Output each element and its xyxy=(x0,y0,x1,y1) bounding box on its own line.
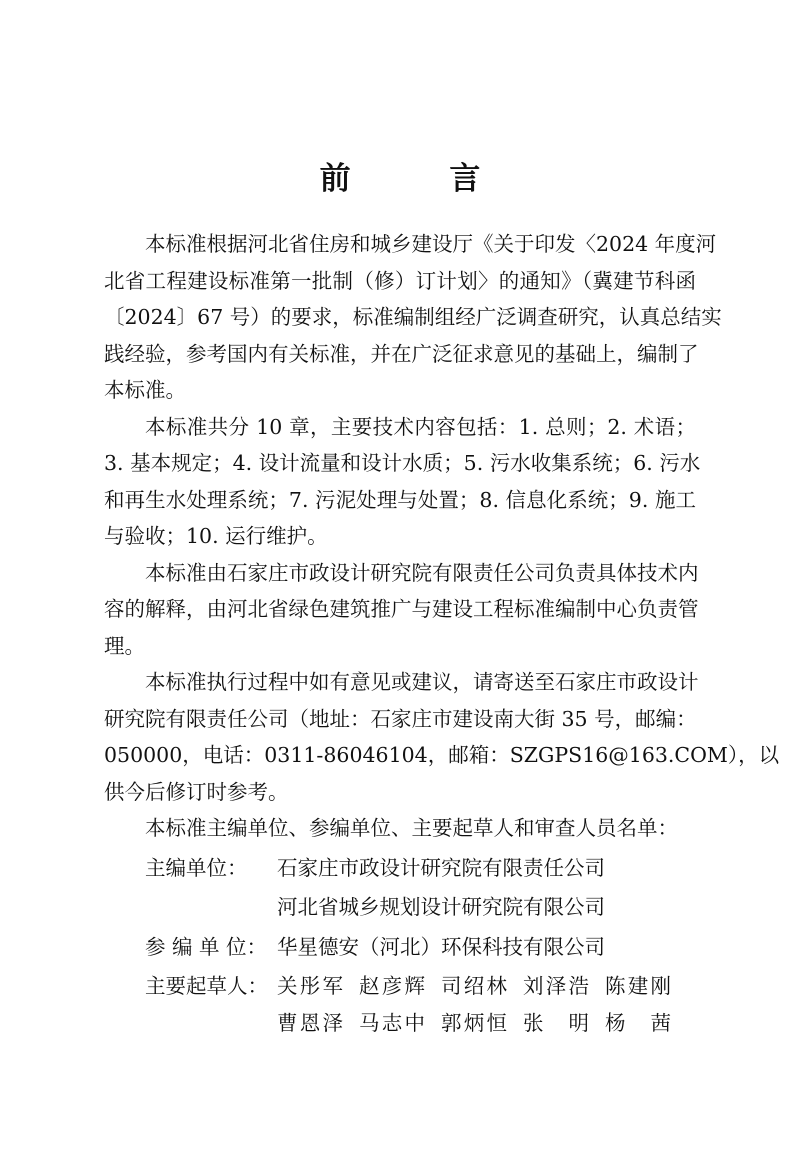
paragraph-basis xyxy=(104,226,722,409)
text-line: 和再生水处理系统；7. 污泥处理与处置；8. 信息化系统；9. 施工 xyxy=(104,487,696,512)
paragraph-contents xyxy=(104,409,701,555)
drafter-name: 司绍林 xyxy=(441,974,507,998)
drafter-name: 陈建刚 xyxy=(605,974,671,998)
preface-body xyxy=(104,226,780,1041)
text-line: 〔2024〕67 号）的要求，标准编制组经广泛调查研究，认真总结实 xyxy=(104,305,722,329)
chief-unit-label: 主编单位： xyxy=(145,855,248,880)
drafters-row xyxy=(104,968,696,1041)
text-line: 理。 xyxy=(104,633,145,658)
paragraph-contact xyxy=(104,664,780,810)
drafter-name: 郭炳恒 xyxy=(441,1010,507,1035)
drafter-name: 刘泽浩 xyxy=(523,974,589,998)
drafter-name: 马志中 xyxy=(359,1010,425,1035)
participating-unit-value: 华星德安（河北）环保科技有限公司 xyxy=(277,934,605,959)
chief-unit-row xyxy=(104,889,696,926)
chief-unit-value: 石家庄市政设计研究院有限责任公司 xyxy=(277,855,605,880)
text-line: 本标准。 xyxy=(104,378,186,402)
page-title: 前 言 xyxy=(319,161,525,197)
text-line: 北省工程建设标准第一批制（修）订计划〉的通知》（冀建节科函 xyxy=(104,268,696,293)
chief-unit-label-empty xyxy=(104,889,277,926)
drafter-name: 张 明 xyxy=(523,1010,589,1035)
text-line: 本标准根据河北省住房和城乡建设厅《关于印发〈2024 年度河 xyxy=(145,232,717,256)
drafters-label: 主要起草人： xyxy=(145,974,268,998)
text-line: 容的解释，由河北省绿色建筑推广与建设工程标准编制中心负责管 xyxy=(104,597,699,621)
text-line: 与验收；10. 运行维护。 xyxy=(104,524,328,548)
text-line: 本标准共分 10 章，主要技术内容包括：1. 总则；2. 术语； xyxy=(145,414,696,439)
chief-unit-value: 河北省城乡规划设计研究院有限公司 xyxy=(277,895,605,919)
participating-unit-row xyxy=(104,929,696,966)
participating-unit-label: 参 编 单 位： xyxy=(145,934,268,959)
paragraph-responsibility xyxy=(104,555,699,665)
drafter-name: 杨 茜 xyxy=(605,1010,671,1035)
drafters-list xyxy=(277,968,696,1041)
chief-unit-row xyxy=(104,850,696,887)
text-line: 研究院有限责任公司（地址：石家庄市建设南大街 35 号，邮编： xyxy=(104,706,697,731)
drafter-name: 曹恩泽 xyxy=(277,1010,343,1035)
text-line: 3. 基本规定；4. 设计流量和设计水质；5. 污水收集系统；6. 污水 xyxy=(104,451,701,475)
text-line: 践经验，参考国内有关标准，并在广泛征求意见的基础上，编制了 xyxy=(104,341,699,366)
units-intro: 本标准主编单位、参编单位、主要起草人和审查人员名单： xyxy=(145,816,678,840)
text-line: 本标准由石家庄市政设计研究院有限责任公司负责具体技术内 xyxy=(145,560,699,585)
text-line: 本标准执行过程中如有意见或建议，请寄送至石家庄市政设计 xyxy=(145,670,699,694)
drafter-name: 赵彦辉 xyxy=(359,974,425,998)
text-line: 050000，电话：0311-86046104，邮箱：SZGPS16@163.COM），以 xyxy=(104,743,780,767)
text-line: 供今后修订时参考。 xyxy=(104,779,289,804)
drafter-name: 关彤军 xyxy=(277,974,343,998)
